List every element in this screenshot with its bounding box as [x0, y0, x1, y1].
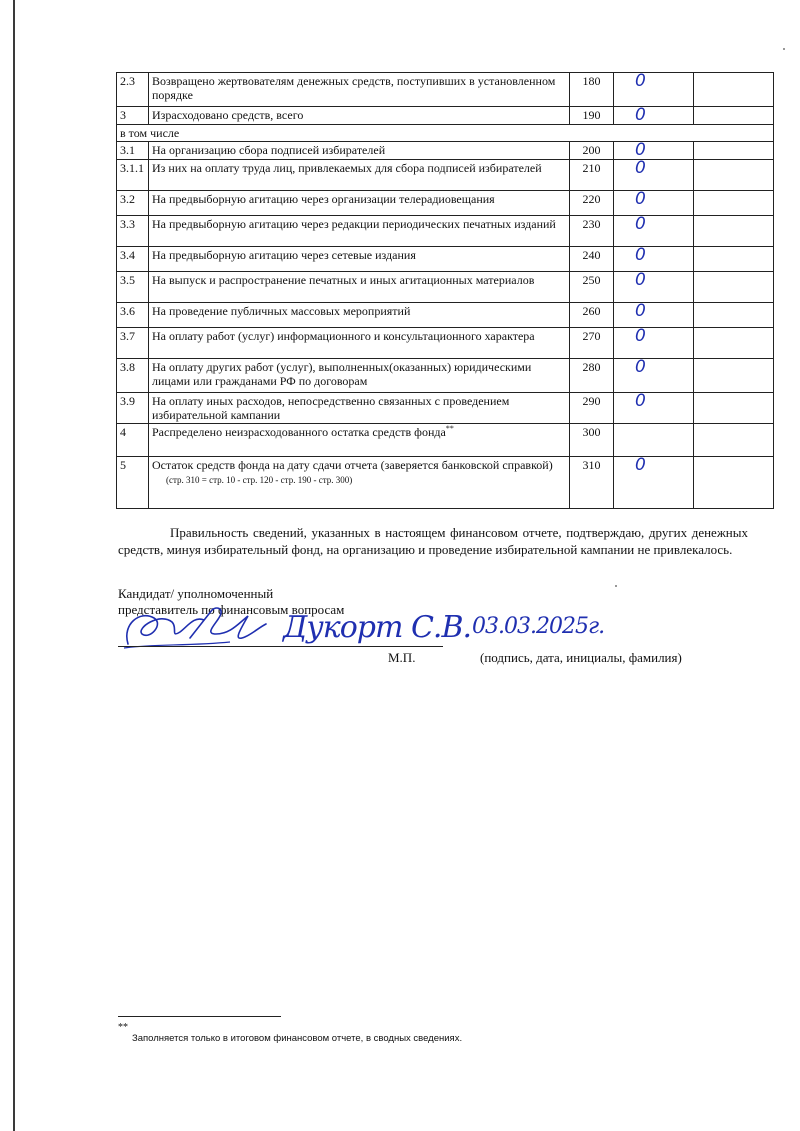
row-label-text: На предвыборную агитацию через сетевые издания	[152, 248, 416, 262]
row-label-text: На оплату других работ (услуг), выполненных(оказанных) юридическими лицами или гражданами РФ по договорам	[152, 360, 532, 388]
row-value	[614, 107, 694, 125]
row-label-text: На предвыборную агитацию через организации телерадиовещания	[152, 192, 495, 206]
row-extra	[694, 303, 774, 328]
handwritten-value: 0	[635, 215, 646, 234]
row-label	[149, 393, 570, 424]
row-label-text: На оплату иных расходов, непосредственно связанных с проведением избирательной кампании	[152, 394, 510, 422]
row-line-number: 210	[570, 160, 614, 191]
handwritten-name: Дукорт С.В.	[283, 610, 472, 645]
row-extra	[694, 160, 774, 191]
signature-caption: (подпись, дата, инициалы, фамилия)	[480, 650, 682, 665]
finance-report-table	[116, 72, 774, 509]
row-label	[149, 272, 570, 303]
row-extra	[694, 247, 774, 272]
row-code: 3	[117, 107, 149, 125]
table-body	[117, 73, 774, 509]
row-formula-note: (стр. 310 = стр. 10 - стр. 120 - стр. 190 - стр. 300)	[166, 475, 353, 485]
footnote-text: Заполняется только в итоговом финансовом отчете, в сводных сведениях.	[132, 1033, 463, 1044]
row-label	[149, 247, 570, 272]
scan-border	[13, 0, 15, 1131]
handwritten-value: 0	[635, 246, 646, 265]
row-code: 3.2	[117, 191, 149, 216]
row-extra	[694, 191, 774, 216]
row-code: 3.1.1	[117, 160, 149, 191]
row-label-text: Остаток средств фонда на дату сдачи отчета (заверяется банковской справкой)	[152, 458, 553, 472]
row-extra	[694, 457, 774, 509]
row-label-text: Из них на оплату труда лиц, привлекаемых для сбора подписей избирателей	[152, 161, 542, 175]
row-line-number: 190	[570, 107, 614, 125]
row-label-text: На предвыборную агитацию через редакции периодических печатных изданий	[152, 217, 556, 231]
table-section-row	[117, 125, 774, 142]
row-extra	[694, 359, 774, 393]
handwritten-value: 0	[635, 392, 646, 411]
handwritten-value: 0	[635, 456, 646, 475]
row-code: 3.9	[117, 393, 149, 424]
row-value	[614, 424, 694, 457]
row-code: 3.1	[117, 142, 149, 160]
signer-line-1: Кандидат/ уполномоченный	[118, 586, 274, 601]
row-label	[149, 191, 570, 216]
footnote-mark: **	[118, 1022, 128, 1033]
row-label	[149, 303, 570, 328]
row-value	[614, 328, 694, 359]
row-label-text: Распределено неизрасходованного остатка средств фонда	[152, 425, 446, 439]
handwritten-value: 0	[635, 327, 646, 346]
row-label	[149, 328, 570, 359]
signature-line	[118, 646, 443, 647]
stamp-label: М.П.	[388, 650, 416, 665]
row-line-number: 310	[570, 457, 614, 509]
row-value	[614, 303, 694, 328]
row-code: 3.6	[117, 303, 149, 328]
scan-speck	[783, 48, 785, 50]
row-value	[614, 359, 694, 393]
row-line-number: 180	[570, 73, 614, 107]
handwritten-value: 0	[635, 271, 646, 290]
row-code: 3.3	[117, 216, 149, 247]
footnote-divider	[118, 1016, 281, 1017]
row-label	[149, 107, 570, 125]
row-label-text: Возвращено жертвователям денежных средств, поступивших в установленном порядке	[152, 74, 556, 102]
row-label-text: На оплату работ (услуг) информационного и консультационного характера	[152, 329, 535, 343]
row-value	[614, 160, 694, 191]
row-code: 5	[117, 457, 149, 509]
confirmation-statement: Правильность сведений, указанных в настоящем финансовом отчете, подтверждаю, других денежных средств, минуя избирательный фонд, на организацию и проведение избирательной кампании не привлекалось.	[118, 525, 748, 557]
signer-line-2: представитель по финансовым вопросам	[118, 602, 345, 617]
row-value	[614, 457, 694, 509]
row-value	[614, 247, 694, 272]
row-code: 3.8	[117, 359, 149, 393]
row-value	[614, 393, 694, 424]
table-row	[117, 247, 774, 272]
row-value	[614, 142, 694, 160]
table-row	[117, 359, 774, 393]
row-extra	[694, 107, 774, 125]
table-row	[117, 303, 774, 328]
row-label	[149, 424, 570, 457]
row-line-number: 250	[570, 272, 614, 303]
table-row	[117, 457, 774, 509]
table-row	[117, 142, 774, 160]
row-extra	[694, 216, 774, 247]
row-line-number: 270	[570, 328, 614, 359]
table-row	[117, 73, 774, 107]
row-code: 3.7	[117, 328, 149, 359]
row-label-text: На проведение публичных массовых мероприятий	[152, 304, 411, 318]
scan-speck	[615, 585, 617, 587]
row-value	[614, 73, 694, 107]
row-label	[149, 142, 570, 160]
signature-graphic	[120, 604, 270, 652]
handwritten-value: 0	[635, 302, 646, 321]
table-row	[117, 216, 774, 247]
row-line-number: 290	[570, 393, 614, 424]
row-value	[614, 216, 694, 247]
footnote-ref: **	[445, 424, 454, 433]
row-label	[149, 457, 570, 509]
row-code: 4	[117, 424, 149, 457]
handwritten-value: 0	[635, 141, 646, 160]
row-extra	[694, 393, 774, 424]
table-row	[117, 328, 774, 359]
row-line-number: 260	[570, 303, 614, 328]
row-code: 3.4	[117, 247, 149, 272]
row-label-text: На выпуск и распространение печатных и иных агитационных материалов	[152, 273, 535, 287]
row-code: 2.3	[117, 73, 149, 107]
section-label: в том числе	[117, 125, 774, 142]
row-value	[614, 272, 694, 303]
row-extra	[694, 328, 774, 359]
row-label	[149, 216, 570, 247]
handwritten-value: 0	[635, 190, 646, 209]
row-extra	[694, 272, 774, 303]
row-value	[614, 191, 694, 216]
table-row	[117, 191, 774, 216]
row-label	[149, 160, 570, 191]
table-row	[117, 272, 774, 303]
row-extra	[694, 142, 774, 160]
row-label	[149, 73, 570, 107]
handwritten-value: 0	[635, 159, 646, 178]
table-row	[117, 393, 774, 424]
row-label-text: Израсходовано средств, всего	[152, 108, 304, 122]
row-line-number: 240	[570, 247, 614, 272]
handwritten-value: 0	[635, 72, 646, 91]
handwritten-value: 0	[635, 358, 646, 377]
row-label	[149, 359, 570, 393]
table-row	[117, 424, 774, 457]
row-extra	[694, 424, 774, 457]
row-line-number: 220	[570, 191, 614, 216]
row-label-text: На организацию сбора подписей избирателей	[152, 143, 386, 157]
row-line-number: 230	[570, 216, 614, 247]
table-row	[117, 160, 774, 191]
row-line-number: 200	[570, 142, 614, 160]
handwritten-value: 0	[635, 106, 646, 125]
table-row	[117, 107, 774, 125]
row-line-number: 300	[570, 424, 614, 457]
row-extra	[694, 73, 774, 107]
row-code: 3.5	[117, 272, 149, 303]
handwritten-date: 03.03.2025г.	[472, 614, 605, 639]
row-line-number: 280	[570, 359, 614, 393]
